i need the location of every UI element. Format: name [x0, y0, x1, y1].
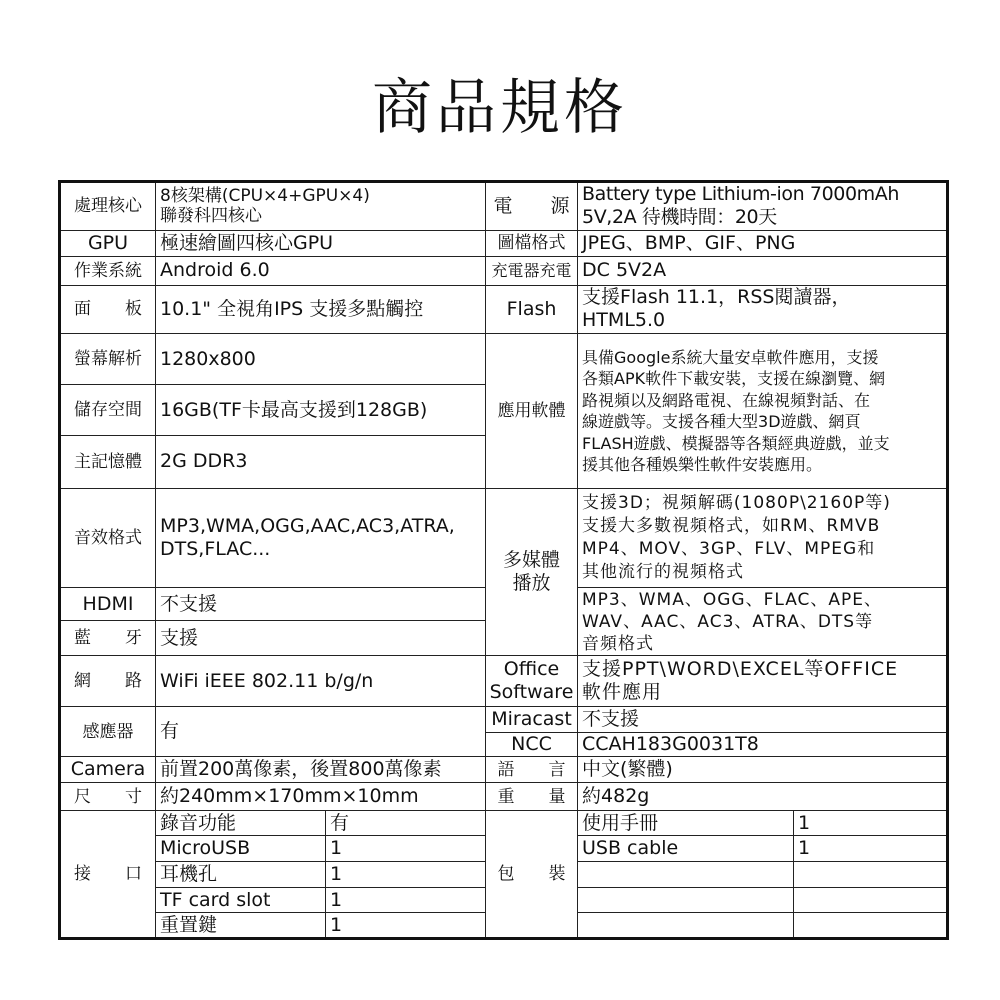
spec-row-gpu — [60, 230, 948, 256]
audio-label: 音效格式 — [60, 488, 156, 588]
storage-label: 儲存空間 — [60, 385, 156, 436]
spec-row-processor — [60, 182, 948, 231]
package-item-name — [578, 861, 794, 887]
ncc-label: NCC — [486, 732, 578, 756]
package-item-value: 1 — [794, 836, 948, 861]
spec-row-panel — [60, 285, 948, 334]
apps-label: 應用軟體 — [486, 334, 578, 488]
office-label-line1: Office — [503, 658, 560, 681]
spec-row-resolution — [60, 334, 948, 385]
video-line: 其他流行的視頻格式 — [582, 562, 745, 583]
port-name: MicroUSB — [156, 836, 326, 861]
network-label: 網 路 — [60, 656, 156, 707]
apps-line: FLASH遊戲、模擬器等各類經典遊戲，並支 — [582, 433, 890, 453]
processor-value-line2: 聯發科四核心 — [160, 206, 262, 227]
audio-value-line1: MP3,WMA,OGG,AAC,AC3,ATRA, — [160, 515, 455, 538]
audio-format-line: WAV、AAC、AC3、ATRA、DTS等 — [582, 611, 874, 632]
apps-line: 援其他各種娛樂性軟件安裝應用。 — [582, 455, 823, 475]
package-item-name — [578, 913, 794, 939]
power-value-line1: Battery type Lithium-ion 7000mAh — [582, 183, 899, 206]
flash-label: Flash — [486, 285, 578, 334]
gpu-label: GPU — [60, 230, 156, 256]
multimedia-video-value — [578, 488, 948, 588]
resolution-label: 螢幕解析 — [60, 334, 156, 385]
os-value: Android 6.0 — [156, 257, 486, 285]
miracast-label: Miracast — [486, 707, 578, 732]
audio-value-line2: DTS,FLAC... — [160, 538, 271, 561]
port-value: 1 — [326, 888, 486, 913]
language-label: 語 言 — [486, 757, 578, 783]
resolution-value: 1280x800 — [156, 334, 486, 385]
spec-row-size — [60, 783, 948, 810]
processor-value — [156, 182, 486, 231]
hdmi-value: 不支援 — [156, 588, 486, 621]
power-value-line2: 5V,2A 待機時間：20天 — [582, 206, 777, 229]
office-label — [486, 656, 578, 707]
ncc-value: CCAH183G0031T8 — [578, 732, 948, 756]
package-item-name — [578, 888, 794, 913]
spec-row-network — [60, 656, 948, 707]
miracast-value: 不支援 — [578, 707, 948, 732]
package-item-name: USB cable — [578, 836, 794, 861]
storage-value: 16GB(TF卡最高支援到128GB) — [156, 385, 486, 436]
office-value-line1: 支援PPT\WORD\EXCEL等OFFICE — [582, 658, 899, 681]
multimedia-label — [486, 488, 578, 656]
video-line: 支援3D；視頻解碼(1080P\2160P等) — [582, 493, 891, 514]
spec-row-camera — [60, 757, 948, 783]
spec-row-os — [60, 257, 948, 285]
flash-value-line1: 支援Flash 11.1，RSS閱讀器， — [582, 286, 851, 309]
package-item-value: 1 — [794, 810, 948, 835]
port-value: 1 — [326, 836, 486, 861]
charger-value: DC 5V2A — [578, 257, 948, 285]
office-value-line2: 軟件應用 — [582, 681, 663, 704]
apps-line: 各類APK軟件下載安裝，支援在線瀏覽、網 — [582, 369, 886, 389]
bluetooth-label: 藍 牙 — [60, 621, 156, 656]
gpu-value: 極速繪圖四核心GPU — [156, 230, 486, 256]
multimedia-audio-value — [578, 588, 948, 656]
ports-label: 接 口 — [60, 810, 156, 938]
apps-line: 線遊戲等。支援各種大型3D遊戲、網頁 — [582, 412, 861, 432]
audio-format-line: 音頻格式 — [582, 633, 655, 654]
language-value: 中文(繁體) — [578, 757, 948, 783]
panel-label: 面 板 — [60, 285, 156, 334]
apps-line: 具備Google系統大量安卓軟件應用，支援 — [582, 347, 879, 367]
processor-label: 處理核心 — [60, 182, 156, 231]
port-value: 有 — [326, 810, 486, 835]
hdmi-label: HDMI — [60, 588, 156, 621]
page-title: 商品規格 — [372, 73, 628, 143]
weight-value: 約482g — [578, 783, 948, 810]
processor-value-line1: 8核架構(CPU×4+GPU×4) — [160, 186, 370, 207]
audio-value — [156, 488, 486, 588]
multimedia-label-line1: 多媒體 — [503, 549, 561, 572]
spec-row-ports-1 — [60, 810, 948, 835]
sensor-label: 感應器 — [60, 707, 156, 757]
audio-format-line: MP3、WMA、OGG、FLAC、APE、 — [582, 589, 883, 610]
spec-row-sensor — [60, 707, 948, 732]
network-value: WiFi iEEE 802.11 b/g/n — [156, 656, 486, 707]
port-value: 1 — [326, 913, 486, 939]
power-value — [578, 182, 948, 231]
weight-label: 重 量 — [486, 783, 578, 810]
office-label-line2: Software — [489, 681, 574, 704]
spec-row-audio — [60, 488, 948, 588]
port-name: 錄音功能 — [156, 810, 326, 835]
os-label: 作業系統 — [60, 257, 156, 285]
package-item-value — [794, 861, 948, 887]
port-name: TF card slot — [156, 888, 326, 913]
port-value: 1 — [326, 861, 486, 887]
memory-label: 主記憶體 — [60, 435, 156, 488]
video-line: 支援大多數視頻格式，如RM、RMVB — [582, 516, 881, 537]
spec-table — [58, 180, 949, 940]
multimedia-label-line2: 播放 — [512, 572, 551, 595]
video-line: MP4、MOV、3GP、FLV、MPEG和 — [582, 539, 876, 560]
camera-value: 前置200萬像素，後置800萬像素 — [156, 757, 486, 783]
office-value — [578, 656, 948, 707]
size-value: 約240mm×170mm×10mm — [156, 783, 486, 810]
apps-line: 路視頻以及網路電視、在線視頻對話、在 — [582, 390, 871, 410]
power-label: 電 源 — [486, 182, 578, 231]
image-format-value: JPEG、BMP、GIF、PNG — [578, 230, 948, 256]
package-item-value — [794, 888, 948, 913]
package-item-name: 使用手冊 — [578, 810, 794, 835]
panel-value: 10.1" 全視角IPS 支援多點觸控 — [156, 285, 486, 334]
package-item-value — [794, 913, 948, 939]
flash-value — [578, 285, 948, 334]
port-name: 重置鍵 — [156, 913, 326, 939]
flash-value-line2: HTML5.0 — [582, 309, 666, 332]
apps-value — [578, 334, 948, 488]
port-name: 耳機孔 — [156, 861, 326, 887]
bluetooth-value: 支援 — [156, 621, 486, 656]
charger-label: 充電器充電 — [486, 257, 578, 285]
memory-value: 2G DDR3 — [156, 435, 486, 488]
image-format-label: 圖檔格式 — [486, 230, 578, 256]
size-label: 尺 寸 — [60, 783, 156, 810]
camera-label: Camera — [60, 757, 156, 783]
sensor-value: 有 — [156, 707, 486, 757]
package-label: 包 裝 — [486, 810, 578, 938]
